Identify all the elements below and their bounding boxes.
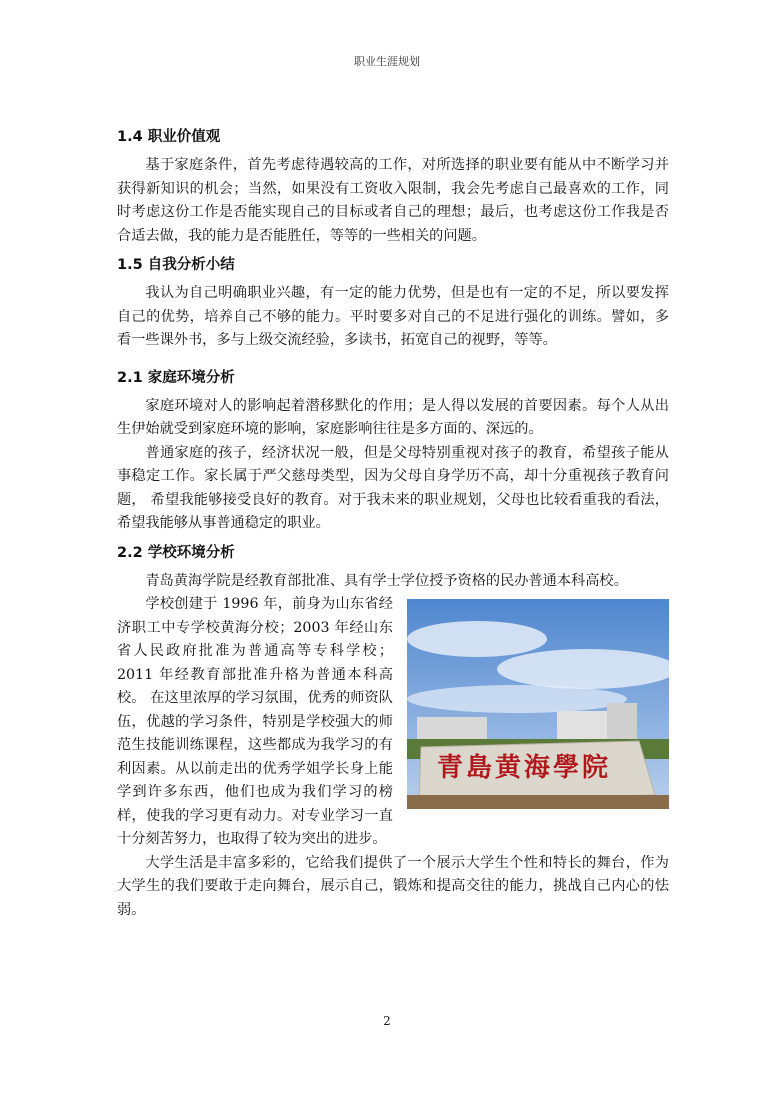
section-heading: 1.4 职业价值观 — [117, 129, 221, 145]
section-2-1 — [117, 367, 669, 536]
paragraph: 普通家庭的孩子，经济状况一般，但是父母特别重视对孩子的教育，希望孩子能从事稳定工作。家长属于严父慈母类型，因为父母自身学历不高，却十分重视孩子教育问题， 希望我能够接受良好的教育。对于我未来的职业规划，父母也比较看重我的看法，希望我能够从事普通稳定的职业。 — [117, 444, 669, 531]
page-number: 2 — [383, 1014, 391, 1028]
section-heading: 2.2 学校环境分析 — [117, 544, 235, 561]
paragraph: 学校创建于 1996 年，前身为山东省经济职工中专学校黄海分校；2003 年经山东省人民政府批准为普通高等专科学校；2011 年经教育部批准升格为普通本科高校。 在这里浓厚的学习氛围，优秀的师资队伍，优越的学习条件，特别是学校强大的师范生技能训练课程，这些都成为我学习的有利因素。从以前走出的优秀学姐学长身上能学到许多东西，他们也成为我们学习的榜样，使我的学习更有动力。对专业学习一直十分刻苦努力，也取得了较为突出的进步。 — [117, 596, 393, 847]
document-body — [117, 126, 669, 928]
section-heading: 2.1 家庭环境分析 — [117, 369, 235, 386]
paragraph: 我认为自己明确职业兴趣，有一定的能力优势，但是也有一定的不足，所以要发挥自己的优势，培养自己不够的能力。平时要多对自己的不足进行强化的训练。譬如，多看一些课外书，多与上级交流经验，多读书，拓宽自己的视野，等等。 — [117, 285, 669, 348]
paragraph: 青岛黄海学院是经教育部批准、具有学士学位授予资格的民办普通本科高校。 — [145, 572, 628, 589]
section-1-5 — [117, 254, 669, 353]
text-with-photo — [117, 593, 669, 922]
paragraph: 基于家庭条件，首先考虑待遇较高的工作，对所选择的职业要有能从中不断学习并获得新知识的机会；当然，如果没有工资收入限制，我会先考虑自己最喜欢的工作，同时考虑这份工作是否能实现自己的目标或者自己的理想；最后，也考虑这份工作我是否合适去做，我的能力是否能胜任，等等的一些相关的问题。 — [117, 157, 669, 244]
running-header: 职业生涯规划 — [354, 55, 420, 68]
campus-sign-text: 青島黄海學院 — [437, 753, 612, 783]
paragraph: 大学生活是丰富多彩的，它给我们提供了一个展示大学生个性和特长的舞台，作为大学生的我们要敢于走向舞台，展示自己，锻炼和提高交往的能力，挑战自己内心的怯弱。 — [117, 854, 669, 918]
campus-gate-photo — [407, 599, 669, 809]
paragraph: 家庭环境对人的影响起着潜移默化的作用；是人得以发展的首要因素。每个人从出生伊始就受到家庭环境的影响，家庭影响往往是多方面的、深远的。 — [117, 397, 669, 437]
section-heading: 1.5 自我分析小结 — [117, 257, 235, 273]
section-1-4 — [117, 126, 669, 248]
section-2-2 — [117, 542, 669, 923]
